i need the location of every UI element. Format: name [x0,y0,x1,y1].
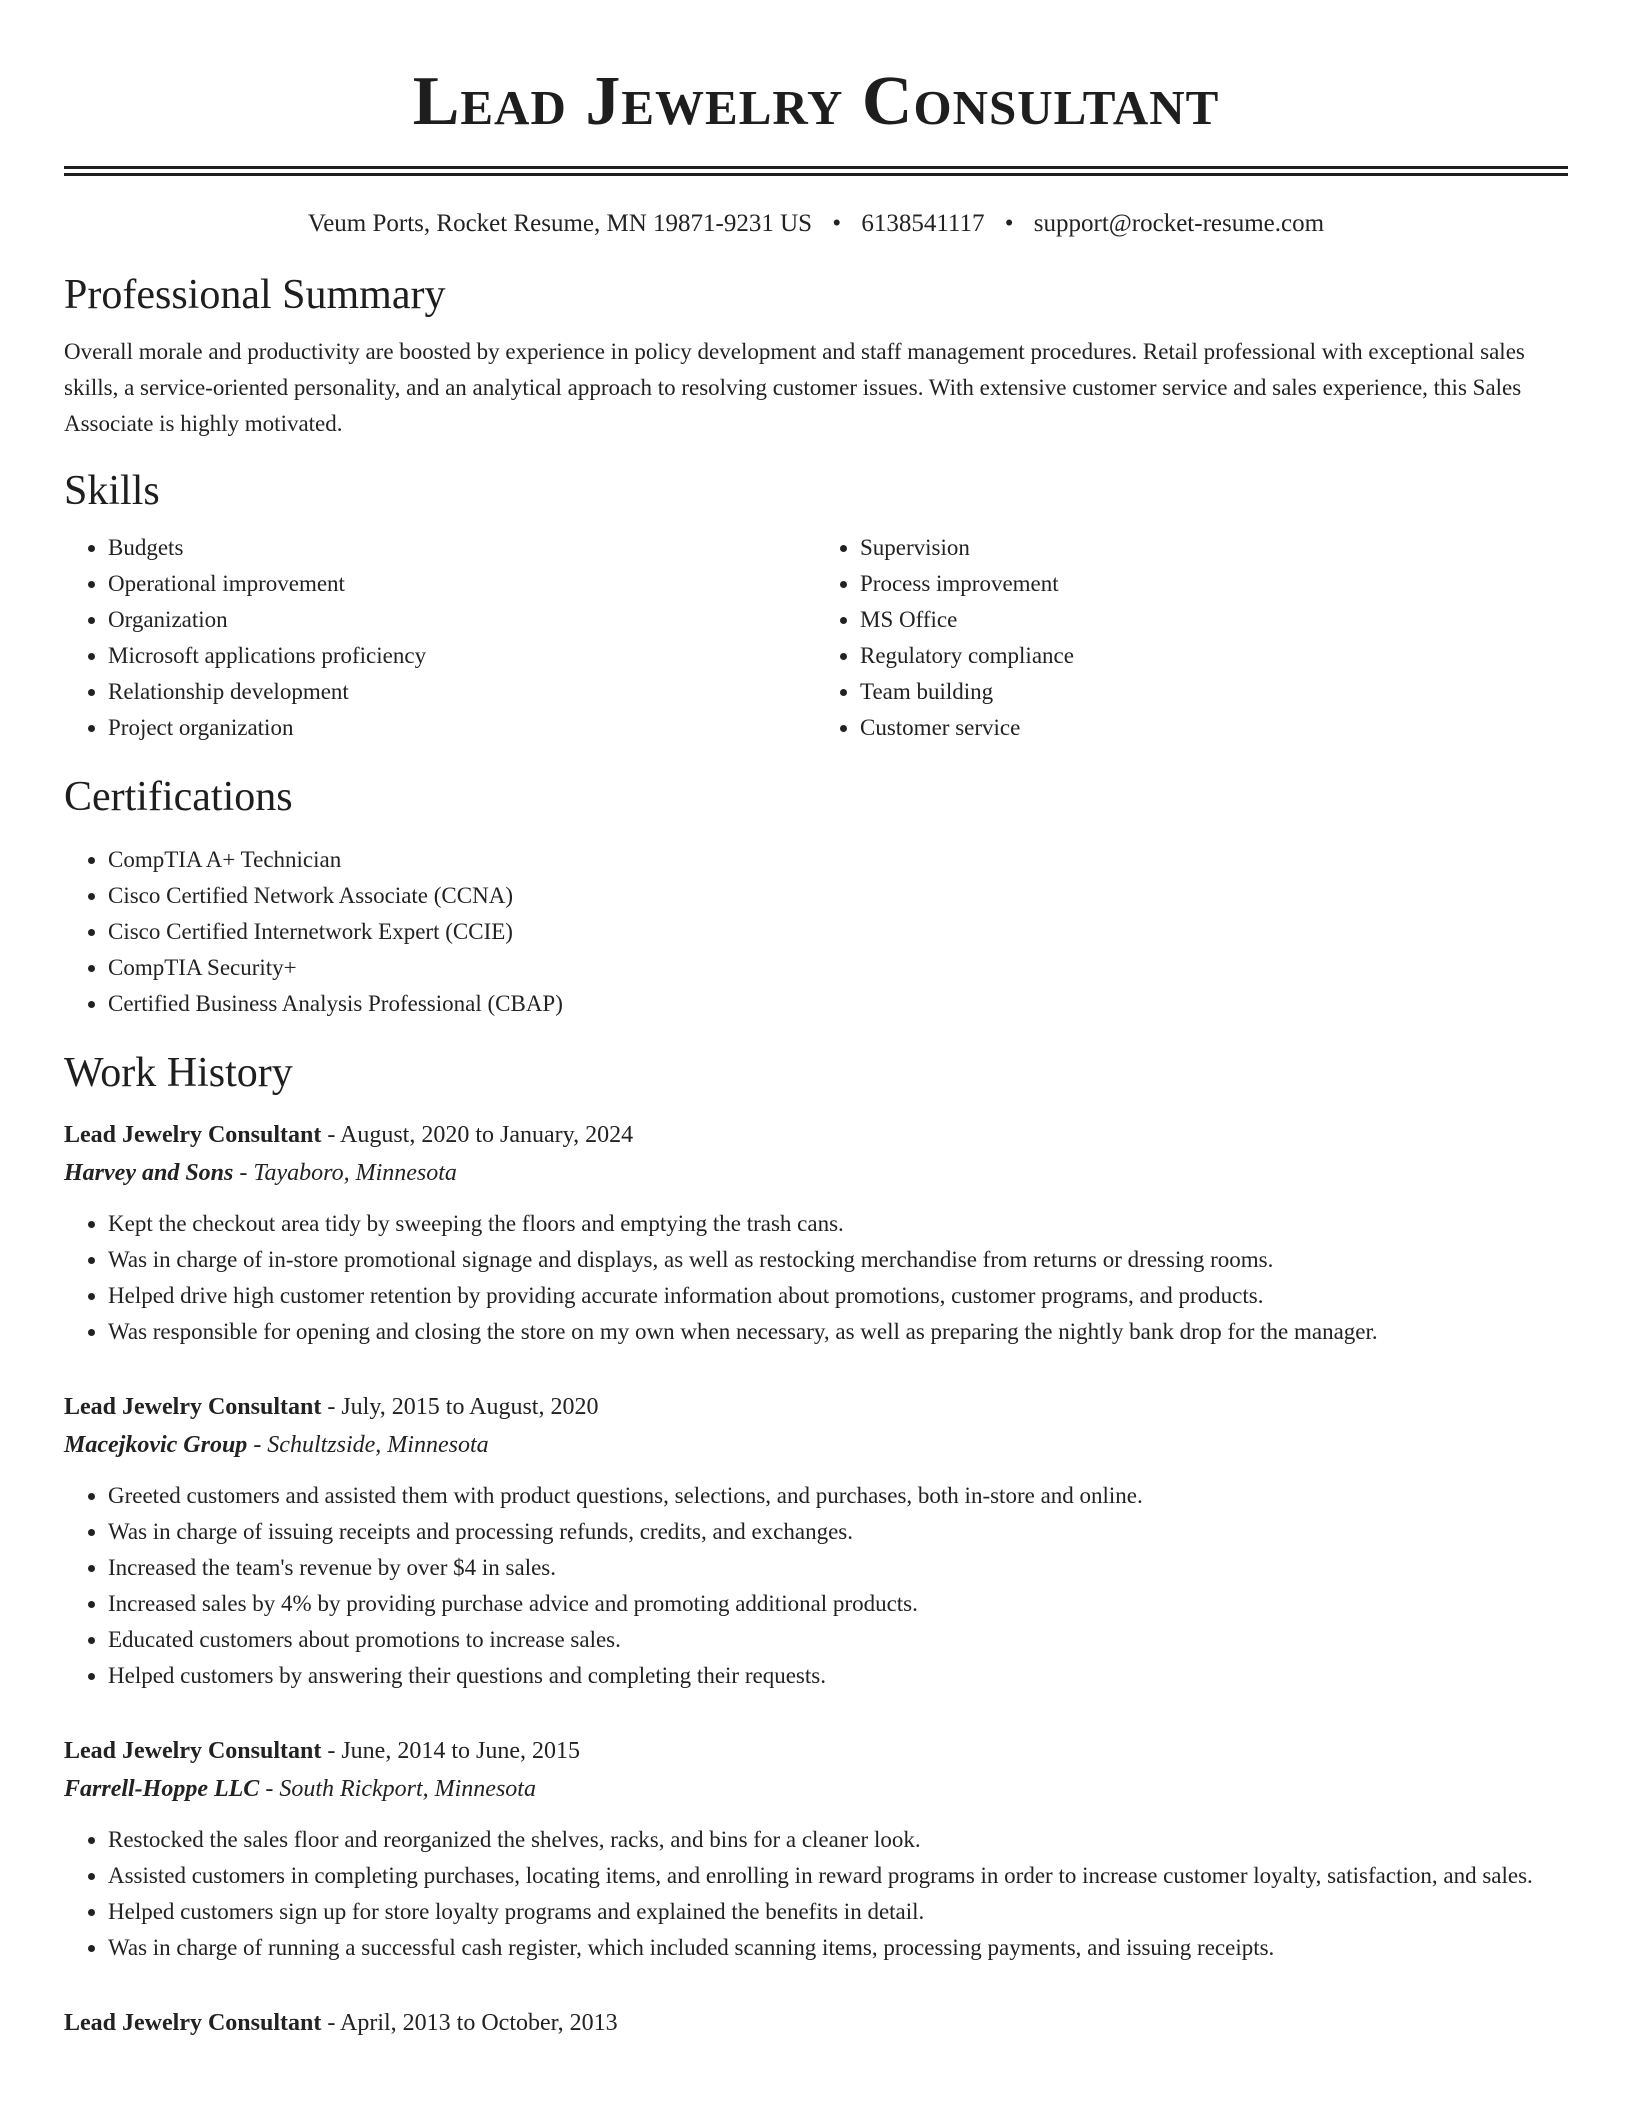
job-bullet: • Helped customers sign up for store loyalty programs and explained the benefits in detail. [108,1894,1568,1930]
summary-text: Overall morale and productivity are boosted by experience in policy development and staff management procedures. Retail professional with exceptional sales skills, a service-oriented personality, and an analytical approach to resolving customer issues. With extensive customer service and sales experience, this Sales Associate is highly motivated. [64,339,1525,436]
skill-item: • Customer service [860,710,1568,746]
certifications-heading: Certifications [64,774,293,820]
job-bullet: • Educated customers about promotions to increase sales. [108,1622,1568,1658]
job-entry [64,1116,1568,1350]
job-entry [64,2004,1568,2042]
skill-item: • Project organization [108,710,816,746]
job-title-line [64,1732,1568,1770]
skill-item: • Process improvement [860,566,1568,602]
job-bullet: • Was in charge of in-store promotional signage and displays, as well as restocking merchandise from returns or dressing rooms. [108,1242,1568,1278]
company-location: - South Rickport, Minnesota [259,1776,536,1802]
job-title: Lead Jewelry Consultant [64,2010,322,2036]
skill-item: • Microsoft applications proficiency [108,638,816,674]
job-bullet: • Was in charge of issuing receipts and processing refunds, credits, and exchanges. [108,1514,1568,1550]
contact-address: Veum Ports, Rocket Resume, MN 19871-9231 US [307,210,813,237]
job-title: Lead Jewelry Consultant [64,1122,322,1148]
contact-email: support@rocket-resume.com [1033,210,1325,237]
certifications-list [64,842,1568,1022]
skill-item: • Regulatory compliance [860,638,1568,674]
job-entry [64,1388,1568,1694]
resume-title: Lead Jewelry Consultant [412,63,1220,140]
job-bullet: • Increased the team's revenue by over $4 in sales. [108,1550,1568,1586]
company-location: - Schultzside, Minnesota [247,1432,489,1458]
job-title-line [64,1388,1568,1426]
job-dates: - April, 2013 to October, 2013 [321,2010,618,2036]
job-bullets [64,1822,1568,1966]
title-divider [64,166,1568,176]
certification-item: • CompTIA A+ Technician [108,842,1568,878]
job-title-line [64,2004,1568,2042]
job-bullets [64,1478,1568,1694]
skill-item: • Organization [108,602,816,638]
certification-item: • Cisco Certified Network Associate (CCNA) [108,878,1568,914]
work-history-heading: Work History [64,1050,293,1096]
job-bullet: • Helped drive high customer retention by providing accurate information about promotions, customer programs, and products. [108,1278,1568,1314]
skills-heading: Skills [64,468,160,514]
job-bullets [64,1206,1568,1350]
company-line [64,1426,1568,1464]
summary-heading: Professional Summary [64,272,446,318]
job-bullet: • Greeted customers and assisted them with product questions, selections, and purchases, both in-store and online. [108,1478,1568,1514]
job-title: Lead Jewelry Consultant [64,1738,322,1764]
skill-item: • Budgets [108,530,816,566]
job-bullet: • Assisted customers in completing purchases, locating items, and enrolling in reward programs in order to increase customer loyalty, satisfaction, and sales. [108,1858,1568,1894]
contact-line [64,208,1568,240]
company-location: - Tayaboro, Minnesota [233,1160,457,1186]
job-bullet: • Was in charge of running a successful cash register, which included scanning items, processing payments, and issuing receipts. [108,1930,1568,1966]
job-dates: - August, 2020 to January, 2024 [321,1122,634,1148]
skill-item: • Relationship development [108,674,816,710]
job-bullet: • Kept the checkout area tidy by sweeping the floors and emptying the trash cans. [108,1206,1568,1242]
job-entry [64,1732,1568,1966]
skills-list-right [816,530,1568,746]
skill-item: • MS Office [860,602,1568,638]
company-name: Harvey and Sons [64,1160,234,1186]
contact-separator: • [1004,210,1014,237]
certification-item: • CompTIA Security+ [108,950,1568,986]
contact-separator: • [832,210,842,237]
job-bullet: • Increased sales by 4% by providing purchase advice and promoting additional products. [108,1586,1568,1622]
certification-item: • Cisco Certified Internetwork Expert (CCIE) [108,914,1568,950]
job-dates: - July, 2015 to August, 2020 [321,1394,599,1420]
company-name: Farrell-Hoppe LLC [64,1776,260,1802]
skills-list-left [64,530,816,746]
certification-item: • Certified Business Analysis Professional (CBAP) [108,986,1568,1022]
contact-phone: 6138541117 [861,210,985,237]
skill-item: • Operational improvement [108,566,816,602]
job-bullet: • Restocked the sales floor and reorganized the shelves, racks, and bins for a cleaner look. [108,1822,1568,1858]
job-dates: - June, 2014 to June, 2015 [321,1738,580,1764]
company-line [64,1154,1568,1192]
company-line [64,1770,1568,1808]
job-bullet: • Helped customers by answering their questions and completing their requests. [108,1658,1568,1694]
job-title-line [64,1116,1568,1154]
skill-item: • Team building [860,674,1568,710]
job-title: Lead Jewelry Consultant [64,1394,322,1420]
job-bullet: • Was responsible for opening and closing the store on my own when necessary, as well as preparing the nightly bank drop for the manager. [108,1314,1568,1350]
skills-columns [64,530,1568,746]
resume-page [64,0,1568,2042]
skill-item: • Supervision [860,530,1568,566]
company-name: Macejkovic Group [64,1432,248,1458]
